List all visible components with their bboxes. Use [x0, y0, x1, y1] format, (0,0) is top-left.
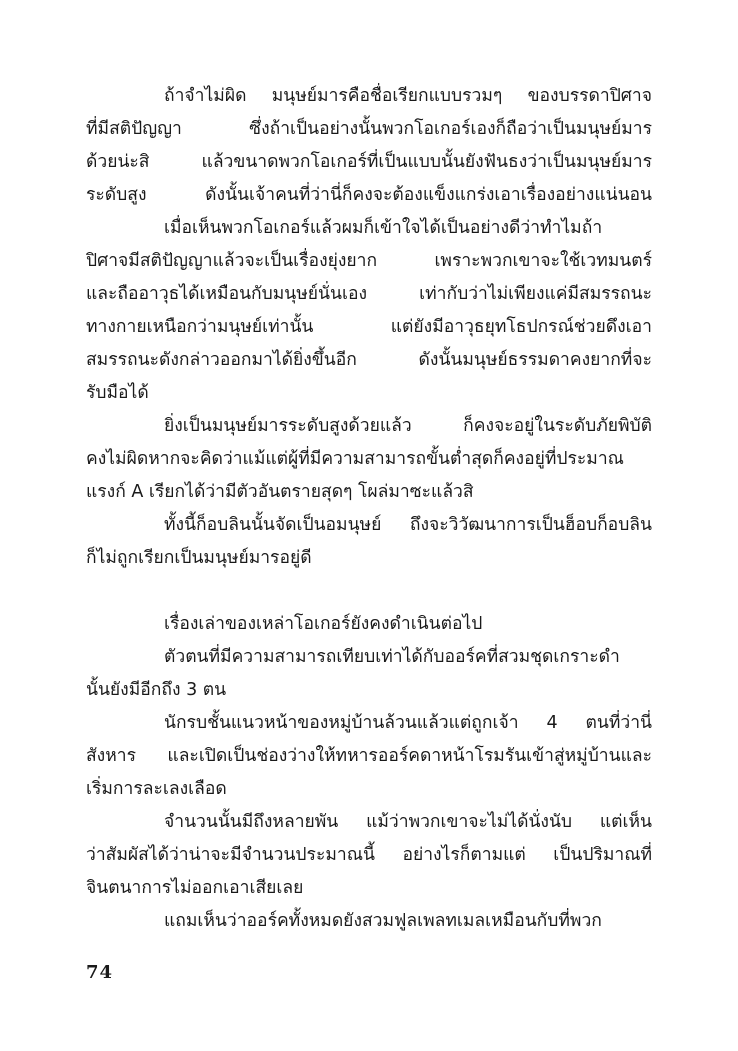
paragraph-line: ด้วยน่ะสิ แล้วขนาดพวกโอเกอร์ที่เป็นแบบนั้นยังฟันธงว่าเป็นมนุษย์มาร: [86, 152, 652, 172]
paragraph-line: สังหาร และเปิดเป็นช่องว่างให้ทหารออร์คดาหน้าโรมรันเข้าสู่หมู่บ้านและ: [86, 746, 652, 766]
paragraph-line: ปิศาจมีสติปัญญาแล้วจะเป็นเรื่องยุ่งยาก เพราะพวกเขาจะใช้เวทมนตร์: [86, 251, 652, 271]
paragraph-line: จินตนาการไม่ออกเอาเสียเลย: [86, 878, 304, 898]
paragraph-line: นั้นยังมีอีกถึง 3 ตน: [86, 680, 227, 700]
paragraph-line: ว่าสัมผัสได้ว่าน่าจะมีจำนวนประมาณนี้ อย่างไรก็ตามแต่ เป็นปริมาณที่: [86, 845, 652, 865]
paragraph-line: จำนวนนั้นมีถึงหลายพัน แม้ว่าพวกเขาจะไม่ได้นั่งนับ แต่เห็น: [164, 812, 652, 832]
paragraph-line: ระดับสูง ดังนั้นเจ้าคนที่ว่านี่ก็คงจะต้องแข็งแกร่งเอาเรื่องอย่างแน่นอน: [86, 185, 652, 205]
paragraph-line: รับมือได้: [86, 383, 149, 403]
paragraph-line: ก็ไม่ถูกเรียกเป็นมนุษย์มารอยู่ดี: [86, 548, 312, 568]
paragraph-line: และถืออาวุธได้เหมือนกับมนุษย์นั่นเอง เท่ากับว่าไม่เพียงแค่มีสมรรถนะ: [86, 284, 652, 304]
paragraph-line: เมื่อเห็นพวกโอเกอร์แล้วผมก็เข้าใจได้เป็นอย่างดีว่าทำไมถ้า: [164, 218, 603, 238]
paragraph-line: นักรบชั้นแนวหน้าของหมู่บ้านล้วนแล้วแต่ถูกเจ้า 4 ตนที่ว่านี่: [164, 713, 652, 733]
paragraph-line: คงไม่ผิดหากจะคิดว่าแม้แต่ผู้ที่มีความสามารถขั้นต่ำสุดก็คงอยู่ที่ประมาณ: [86, 449, 624, 469]
paragraph-line: ทางกายเหนือกว่ามนุษย์เท่านั้น แต่ยังมีอาวุธยุทโธปกรณ์ช่วยดึงเอา: [86, 317, 652, 337]
page-number: 74: [86, 962, 114, 983]
paragraph-line: ยิ่งเป็นมนุษย์มารระดับสูงด้วยแล้ว ก็คงจะอยู่ในระดับภัยพิบัติ: [164, 416, 652, 436]
paragraph-line: ที่มีสติปัญญา ซึ่งถ้าเป็นอย่างนั้นพวกโอเกอร์เองก็ถือว่าเป็นมนุษย์มาร: [86, 119, 652, 139]
paragraph-line: เริ่มการละเลงเลือด: [86, 779, 227, 799]
paragraph-line: แรงก์ A เรียกได้ว่ามีตัวอันตรายสุดๆ โผล่มาซะแล้วสิ: [86, 482, 474, 502]
paragraph-line: ตัวตนที่มีความสามารถเทียบเท่าได้กับออร์คที่สวมชุดเกราะดำ: [164, 647, 620, 667]
paragraph-line: แถมเห็นว่าออร์คทั้งหมดยังสวมฟูลเพลทเมลเหมือนกับที่พวก: [164, 911, 602, 931]
paragraph-line: สมรรถนะดังกล่าวออกมาได้ยิ่งขึ้นอีก ดังนั้นมนุษย์ธรรมดาคงยากที่จะ: [86, 350, 652, 370]
paragraph-line: ทั้งนี้ก็อบลินนั้นจัดเป็นอมนุษย์ ถึงจะวิวัฒนาการเป็นฮ็อบก็อบลิน: [164, 515, 652, 535]
paragraph-line: ถ้าจำไม่ผิด มนุษย์มารคือชื่อเรียกแบบรวมๆ ของบรรดาปิศาจ: [164, 86, 652, 106]
paragraph-line: เรื่องเล่าของเหล่าโอเกอร์ยังคงดำเนินต่อไป: [164, 614, 483, 634]
